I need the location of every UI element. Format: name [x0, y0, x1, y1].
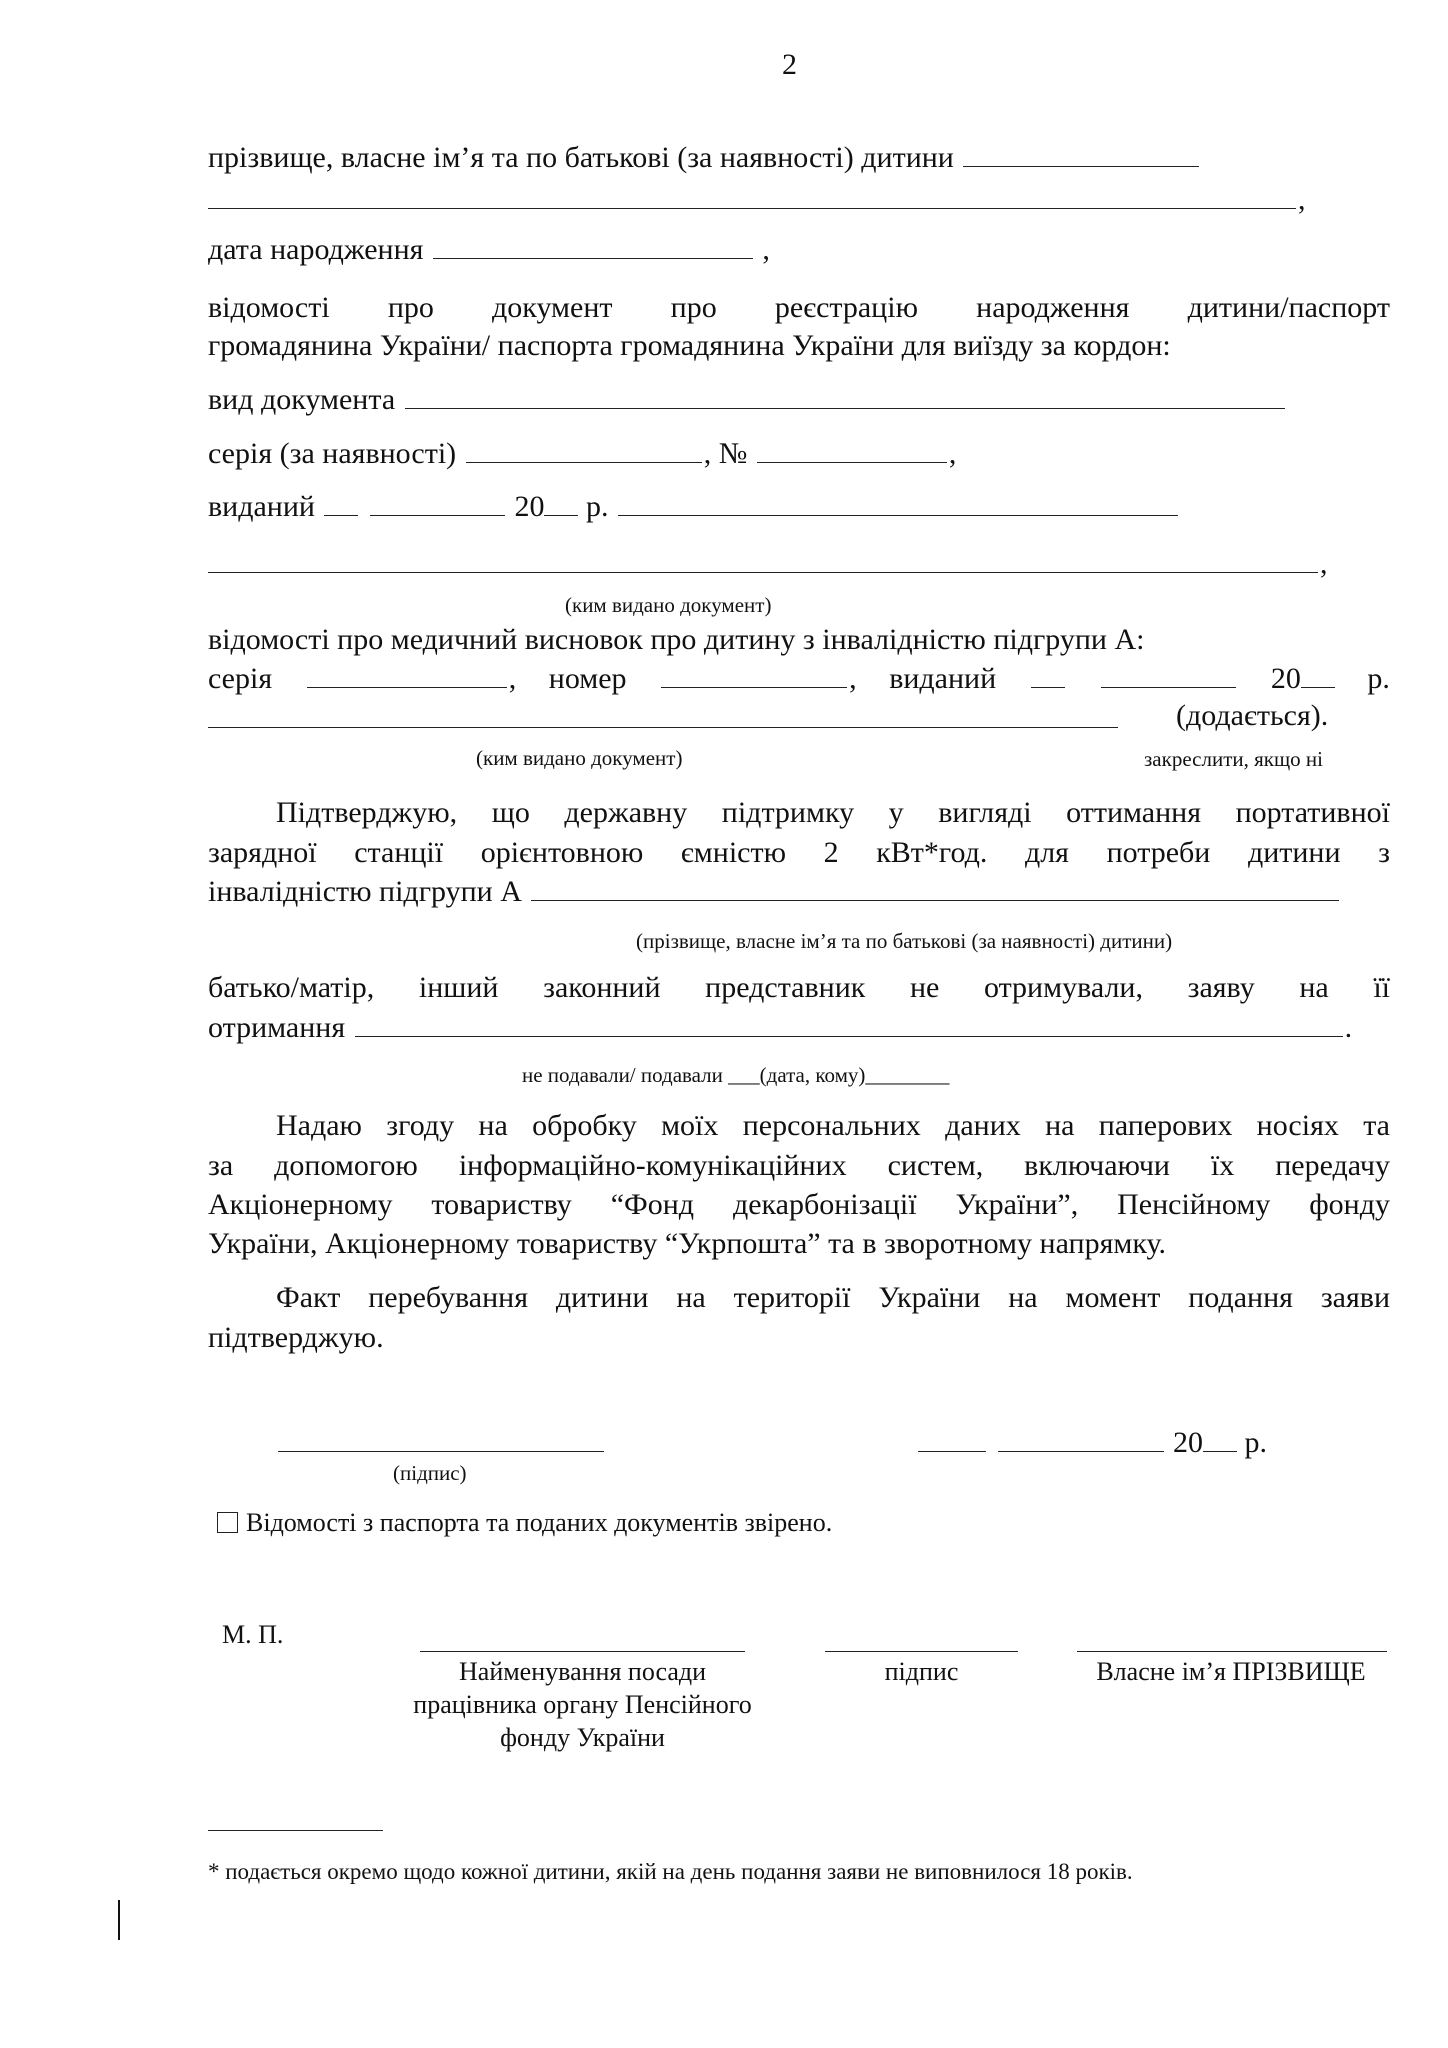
- signature-caption: (підпис): [393, 1461, 467, 1485]
- child-name-label: прізвище, власне ім’я та по батькові (за наявності) дитини: [208, 141, 954, 174]
- comma: ,: [1320, 547, 1328, 580]
- child-name-field-continued[interactable]: [208, 182, 1296, 209]
- child-name-field-confirmation[interactable]: [531, 874, 1339, 901]
- number-field[interactable]: [757, 436, 947, 463]
- presence-line-2: підтверджую.: [208, 1321, 384, 1354]
- issued-year-field[interactable]: [544, 489, 578, 516]
- verified-label: Відомості з паспорта та поданих документів звірено.: [246, 1508, 833, 1537]
- series-field[interactable]: [466, 436, 702, 463]
- confirmation-line-1: Підтверджую, що державну підтримку у вигляді оттимання портативної: [276, 796, 1390, 829]
- date-day-field[interactable]: [918, 1425, 986, 1452]
- child-name-caption: (прізвище, власне ім’я та по батькові (за наявності) дитини): [636, 929, 1173, 953]
- document-type-field[interactable]: [405, 382, 1285, 409]
- document-info-line-1: відомості про документ про реєстрацію народження дитини/паспорт: [208, 291, 1390, 324]
- year-prefix: 20: [514, 490, 545, 523]
- medical-issued-year-field[interactable]: [1301, 661, 1335, 688]
- text-cursor-bar: [118, 1900, 120, 1940]
- year-prefix: 20: [1173, 1426, 1203, 1459]
- official-name-field[interactable]: [1077, 1651, 1387, 1652]
- period: .: [1344, 1011, 1353, 1044]
- consent-line-1: Надаю згоду на обробку моїх персональних даних на паперових носіях та: [276, 1109, 1390, 1142]
- medical-issued-label: виданий: [889, 662, 997, 695]
- confirmation-line-4: батько/матір, інший законний представник не отримували, заяву на її: [208, 971, 1390, 1004]
- comma: ,: [703, 437, 712, 470]
- official-name-caption: Власне ім’я ПРІЗВИЩЕ: [1096, 1657, 1366, 1686]
- medical-number-field[interactable]: [661, 661, 847, 688]
- position-caption-line-3: фонду України: [500, 1723, 665, 1752]
- comma: ,: [762, 233, 770, 266]
- position-caption: [380, 1655, 785, 1754]
- date-row: [918, 1425, 1267, 1461]
- page-number: 2: [782, 48, 797, 81]
- footnote-separator: [208, 1830, 383, 1831]
- medical-issuer-row: [208, 701, 1120, 737]
- issued-label: виданий: [208, 490, 315, 523]
- issued-month-field[interactable]: [370, 489, 505, 516]
- medical-issuer-caption: (ким видано документ): [476, 746, 683, 770]
- receipt-label: отримання: [208, 1011, 346, 1044]
- document-type-row: [208, 382, 1287, 418]
- date-month-field[interactable]: [998, 1425, 1164, 1452]
- position-caption-line-2: працівника органу Пенсійного: [413, 1690, 752, 1719]
- presence-line-1: Факт перебування дитини на території України на момент подання заяви: [276, 1281, 1390, 1314]
- footnote-text: * подається окремо щодо кожної дитини, якій на день подання заяви не виповнилося 18 років.: [208, 1859, 1133, 1884]
- medical-issuer-field[interactable]: [208, 701, 1118, 728]
- child-name-row: [208, 140, 1201, 176]
- birth-date-label: дата народження: [208, 233, 424, 266]
- official-signature-caption: підпис: [884, 1657, 959, 1686]
- consent-line-4: України, Акціонерному товариству “Укрпошта” та в зворотному напрямку.: [208, 1227, 1166, 1260]
- confirmation-line-5: [208, 1010, 1352, 1046]
- verified-row: [217, 1508, 832, 1538]
- year-prefix: 20: [1270, 662, 1301, 695]
- verified-checkbox[interactable]: [217, 1512, 238, 1533]
- submitted-caption: не подавали/ подавали ___(дата, кому)________: [522, 1063, 950, 1087]
- year-suffix: р.: [1244, 1426, 1267, 1459]
- medical-series-row: серія , номер , виданий 20 р.: [208, 662, 1390, 695]
- date-year-field[interactable]: [1203, 1425, 1237, 1452]
- official-signature-field[interactable]: [825, 1651, 1018, 1652]
- position-caption-line-1: Найменування посади: [459, 1657, 706, 1686]
- medical-attached: (додається).: [1176, 699, 1329, 732]
- issued-by-field[interactable]: [618, 489, 1178, 516]
- issued-by-field-continued[interactable]: [208, 546, 1318, 573]
- child-name-row-2: [208, 182, 1306, 218]
- child-name-field[interactable]: [963, 140, 1199, 167]
- document-info-line-2: громадянина України/ паспорта громадянина України для виїзду за кордон:: [208, 329, 1171, 362]
- medical-number-label: номер: [548, 662, 627, 695]
- birth-date-field[interactable]: [433, 232, 753, 259]
- medical-issued-month-field[interactable]: [1101, 661, 1236, 688]
- stamp-label: М. П.: [222, 1620, 284, 1649]
- document-type-label: вид документа: [208, 383, 396, 416]
- confirmation-line-3-label: інвалідністю підгрупи А: [208, 875, 522, 908]
- comma: ,: [948, 437, 957, 470]
- consent-line-2: за допомогою інформаційно-комунікаційних систем, включаючи їх передачу: [208, 1149, 1390, 1182]
- medical-series-label: серія: [208, 662, 273, 695]
- position-field[interactable]: [420, 1651, 745, 1652]
- series-row: [208, 436, 956, 472]
- birth-date-row: [208, 232, 770, 268]
- comma: ,: [1298, 183, 1306, 216]
- applicant-signature-field[interactable]: [278, 1451, 604, 1452]
- number-sign: №: [718, 437, 748, 470]
- year-suffix: р.: [1367, 662, 1390, 695]
- issued-by-row-2: [208, 546, 1328, 582]
- medical-issued-day-field[interactable]: [1031, 661, 1065, 688]
- confirmation-line-2: зарядної станції орієнтовною ємністю 2 кВт*год. для потреби дитини з: [208, 836, 1390, 869]
- receipt-field[interactable]: [355, 1010, 1343, 1037]
- strike-if-not-caption: закреслити, якщо ні: [1144, 747, 1323, 771]
- consent-line-3: Акціонерному товариству “Фонд декарбонізації України”, Пенсійному фонду: [208, 1188, 1390, 1221]
- issued-by-caption: (ким видано документ): [565, 593, 772, 617]
- confirmation-line-3: [208, 874, 1341, 910]
- medical-heading: відомості про медичний висновок про дитину з інвалідністю підгрупи А:: [208, 623, 1145, 656]
- year-suffix: р.: [585, 490, 609, 523]
- medical-series-field[interactable]: [307, 661, 507, 688]
- issued-day-field[interactable]: [324, 489, 358, 516]
- issued-row: [208, 489, 1180, 525]
- series-label: серія (за наявності): [208, 437, 457, 470]
